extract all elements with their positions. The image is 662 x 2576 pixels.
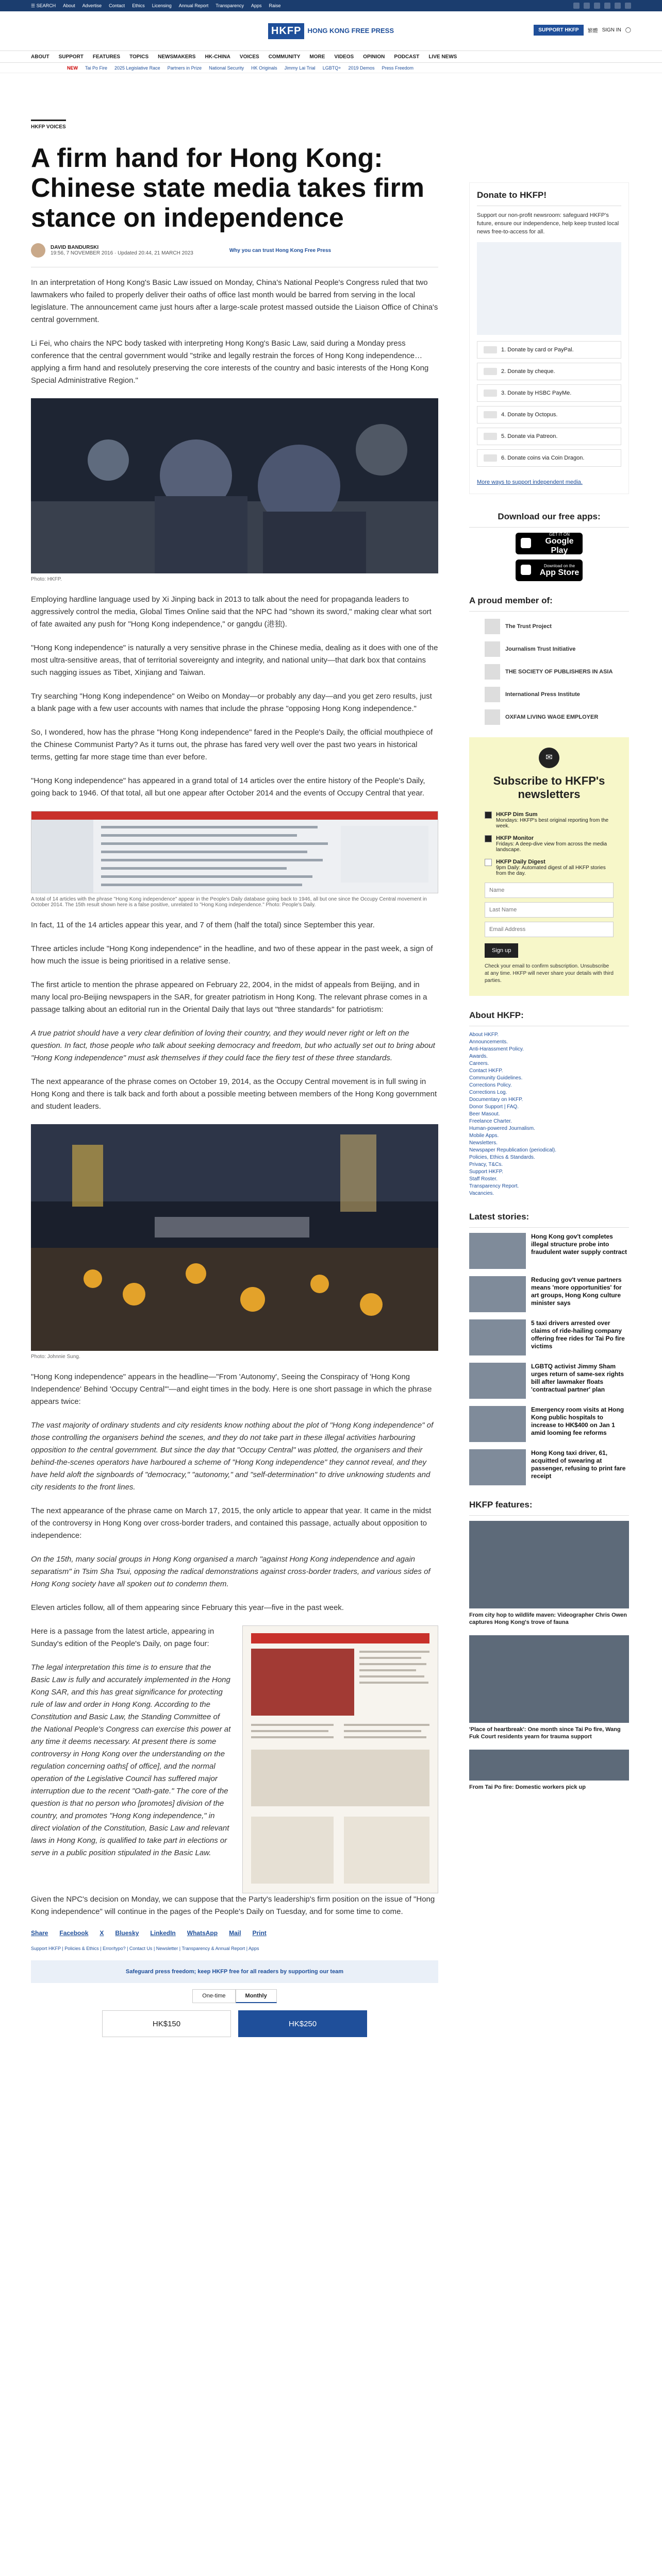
checkbox-unchecked[interactable] <box>485 859 492 866</box>
jti-icon <box>485 641 500 657</box>
donate-option-label: 5. Donate via Patreon. <box>501 433 558 439</box>
sidebar <box>469 73 629 1800</box>
top-link[interactable]: Annual Report <box>178 3 209 8</box>
nav-item[interactable]: SUPPORT <box>58 54 84 60</box>
donate-option[interactable] <box>477 384 621 402</box>
about-title: About HKFP: <box>469 1003 629 1026</box>
nav-item[interactable]: ABOUT <box>31 54 49 60</box>
trending-item[interactable]: Tai Po Fire <box>85 65 108 71</box>
latest-story[interactable] <box>469 1276 629 1312</box>
story-title: Reducing gov't venue partners means 'more opportunities' for art groups, Hong Kong culture minister says <box>531 1276 622 1307</box>
trending-item[interactable]: Press Freedom <box>382 65 414 71</box>
donate-option[interactable] <box>477 406 621 423</box>
signup-button[interactable]: Sign up <box>485 943 518 958</box>
latest-story[interactable] <box>469 1406 629 1442</box>
nav-item[interactable]: PODCAST <box>394 54 420 60</box>
about-link[interactable]: Newsletters. <box>469 1140 498 1146</box>
latest-title: Latest stories: <box>469 1205 629 1228</box>
nav-item[interactable]: MORE <box>309 54 325 60</box>
nav-item[interactable]: NEWSMAKERS <box>158 54 196 60</box>
donate-option[interactable] <box>477 428 621 445</box>
feature-title: From Tai Po fire: Domestic workers pick up <box>469 1784 586 1790</box>
about-link[interactable]: Freelance Charter. <box>469 1118 512 1124</box>
nav-item[interactable]: VOICES <box>239 54 259 60</box>
float-row <box>31 1625 438 1893</box>
about-link[interactable]: Transparency Report. <box>469 1183 519 1189</box>
patreon-icon <box>484 433 497 440</box>
nav-item[interactable]: LIVE NEWS <box>428 54 457 60</box>
paragraph: Employing hardline language used by Xi Jinping back in 2013 to talk about the need for propaganda leaders to aggressively control the media, Global Times Online said that the NPC had "shown its sword," making clear what sort of fate awaited any push for "Hong Kong independence," or gangdu (港独). <box>31 595 432 629</box>
feature-story[interactable] <box>469 1635 629 1740</box>
nav-item[interactable]: FEATURES <box>92 54 121 60</box>
member-logo[interactable] <box>485 709 629 725</box>
badge-big: Google Play <box>545 536 574 555</box>
share-row <box>31 1929 438 1937</box>
amount-option[interactable]: HK$150 <box>102 2010 231 2037</box>
donate-option-label: 1. Donate by card or PayPal. <box>501 347 574 353</box>
cheque-icon <box>484 368 497 375</box>
nav-item[interactable]: VIDEOS <box>334 54 354 60</box>
about-link[interactable]: Human-powered Journalism. <box>469 1126 535 1131</box>
newsletter-note: Check your email to confirm subscription. Unsubscribe at any time. HKFP will never share your details with third parties. <box>485 963 614 984</box>
author-name[interactable]: DAVID BANDURSKI <box>51 245 99 250</box>
top-utility-bar <box>0 0 662 11</box>
story-title: LGBTQ activist Jimmy Sham urges return of same-sex rights bill after lawmaker floats 'contractual partner' plan <box>531 1363 624 1393</box>
trending-item[interactable]: LGBTQ+ <box>322 65 341 71</box>
about-link[interactable]: Mobile Apps. <box>469 1133 499 1139</box>
about-link[interactable]: Vacancies. <box>469 1191 494 1196</box>
police-photo <box>31 398 438 573</box>
apps-box <box>469 504 629 581</box>
newspaper-art <box>243 1626 438 1893</box>
share-print[interactable]: Print <box>252 1929 267 1937</box>
about-link[interactable]: Policies, Ethics & Standards. <box>469 1155 535 1160</box>
about-link[interactable]: Newspaper Republication (periodical). <box>469 1147 556 1153</box>
about-link[interactable]: Beer Masout. <box>469 1111 500 1117</box>
donate-option[interactable] <box>477 363 621 380</box>
blockquote: On the 15th, many social groups in Hong Kong organised a march "against Hong Kong independence and again separatism" in Tsim Sha Tsui, opposing the radical demonstrations against cross-border traders, and various sides of Hong Kong society have all spoken out to condemn them. <box>31 1555 431 1588</box>
about-link[interactable]: Corrections Log. <box>469 1090 507 1095</box>
search-link[interactable]: ☰ SEARCH <box>31 3 56 8</box>
nav-item[interactable]: HK-CHINA <box>205 54 230 60</box>
donation-amounts <box>31 2010 438 2037</box>
youtube-icon[interactable] <box>604 3 610 9</box>
latest-story[interactable] <box>469 1363 629 1399</box>
member-name: The Trust Project <box>505 623 552 630</box>
paragraph: Try searching "Hong Kong independence" on Weibo on Monday—or probably any day—and you get zero results, just a blank page with a few user accounts with names that include the phrase "opposing Hong Kong independence." <box>31 692 432 713</box>
support-banner[interactable]: Safeguard press freedom; keep HKFP free for all readers by supporting our team <box>31 1960 438 1983</box>
about-link[interactable]: Donor Support | FAQ. <box>469 1104 519 1110</box>
about-link[interactable]: Awards. <box>469 1054 488 1059</box>
publish-date: 19:56, 7 NOVEMBER 2016 · Updated 20:44, 21 MARCH 2023 <box>51 250 193 256</box>
badge-small: Download on the <box>543 563 575 568</box>
linkedin-icon[interactable] <box>615 3 621 9</box>
apple-icon <box>521 565 531 575</box>
trending-item[interactable]: HK Originals <box>251 65 277 71</box>
support-hkfp-button[interactable]: SUPPORT HKFP <box>534 25 583 36</box>
checkbox-checked[interactable] <box>485 811 492 819</box>
about-link[interactable]: Staff Roster. <box>469 1176 498 1182</box>
share-x[interactable]: X <box>100 1929 104 1937</box>
newsletter-title: Subscribe to HKFP's newsletters <box>493 774 605 801</box>
logo-mark: HKFP <box>268 23 304 39</box>
blockquote: The vast majority of ordinary students and city residents know nothing about the plot of "Hong Kong independence" of those controlling the organisers behind the scenes, and they do not take part in these illegal activities harbouring opposition to the central government. But since the day that "Occupy Central" was plotted, the organisers and their behind-the-scenes operators have harboured a scheme of "Hong Kong independence" they cannot reveal, and they have held aloft the signboards of "democracy," "autonomy," and "self-determination" to drive unknowing students and city residents to the front lines. <box>31 1421 434 1492</box>
members-title: A proud member of: <box>469 588 629 612</box>
site-logo[interactable] <box>268 23 394 39</box>
ipi-icon <box>485 687 500 702</box>
paragraph: Three articles include "Hong Kong independence" in the headline, and two of these appear in the past week, a sign of how much the issue is being prioritised in a relative sense. <box>31 944 433 965</box>
email-field[interactable] <box>485 922 614 937</box>
rss-icon[interactable] <box>625 3 631 9</box>
feature-story[interactable] <box>469 1521 629 1626</box>
occupy-photo-art <box>31 1124 438 1351</box>
sign-in-link[interactable]: SIGN IN <box>602 27 621 33</box>
frequency-toggle <box>31 1989 438 2003</box>
octopus-icon <box>484 411 497 418</box>
site-header <box>0 11 662 50</box>
member-logo[interactable] <box>485 619 629 634</box>
story-thumbnail <box>469 1363 526 1399</box>
newsletter-option[interactable] <box>485 811 614 829</box>
story-thumbnail <box>469 1319 526 1355</box>
member-logo[interactable] <box>485 687 629 702</box>
donate-more-link[interactable]: More ways to support independent media. <box>477 479 583 485</box>
about-link[interactable]: Community Guidelines. <box>469 1075 523 1081</box>
newsletter-box <box>469 737 629 996</box>
oxfam-icon <box>485 709 500 725</box>
donate-image <box>477 242 621 335</box>
top-link[interactable]: Raise <box>269 3 281 8</box>
member-name: Journalism Trust Initiative <box>505 646 576 652</box>
nl-name: HKFP Daily Digest <box>496 859 545 865</box>
trending-item[interactable]: 2025 Legislative Race <box>114 65 160 71</box>
top-link[interactable]: Ethics <box>132 3 145 8</box>
search-label: SEARCH <box>36 3 56 8</box>
paragraph: Here is a passage from the latest article, appearing in Sunday's edition of the People's Daily, on page four: <box>31 1627 214 1648</box>
about-list <box>469 1031 629 1197</box>
photo-caption: Photo: HKFP. <box>31 577 62 582</box>
feature-thumbnail <box>469 1750 629 1781</box>
donate-text: Support our non-profit newsroom: safeguard HKFP's future, ensure our independence, help keep trusted local news free-to-access for all. <box>477 212 619 235</box>
member-logo[interactable] <box>485 641 629 657</box>
envelope-icon: ✉ <box>539 748 559 768</box>
about-box <box>469 1003 629 1197</box>
nav-item[interactable]: OPINION <box>363 54 385 60</box>
footer-links[interactable]: Support HKFP | Policies & Ethics | Error/typo? | Contact Us | Newsletter | Transparency & Annual Report | Apps <box>31 1946 259 1951</box>
first-name-field[interactable] <box>485 883 614 898</box>
donate-option[interactable] <box>477 341 621 359</box>
trending-item[interactable]: Partners in Prize <box>167 65 202 71</box>
about-link[interactable]: Contact HKFP. <box>469 1068 503 1074</box>
sopa-icon <box>485 664 500 680</box>
main-nav <box>0 50 662 63</box>
donate-option-label: 2. Donate by cheque. <box>501 368 555 375</box>
about-link[interactable]: Privacy, T&Cs. <box>469 1162 503 1167</box>
trending-label: NEW <box>67 65 78 71</box>
latest-box <box>469 1205 629 1485</box>
author-avatar <box>31 243 45 258</box>
donate-title: Donate to HKFP! <box>477 183 621 206</box>
section-label[interactable]: HKFP VOICES <box>31 120 66 130</box>
chart-caption: A total of 14 articles with the phrase "Hong Kong independence" appear in the People's Daily database going back to 1946, all but one since the Occupy Central movement in October 2014. The 15th result shown here is a false positive, unrelated to "Hong Kong independence." Photo: People's Daily. <box>31 896 427 908</box>
story-thumbnail <box>469 1406 526 1442</box>
story-thumbnail <box>469 1449 526 1485</box>
nl-desc: Fridays: A deep-dive view from across the media landscape. <box>496 841 607 853</box>
last-name-field[interactable] <box>485 902 614 918</box>
latest-story[interactable] <box>469 1233 629 1269</box>
monthly-option[interactable]: Monthly <box>236 1989 277 2003</box>
about-link[interactable]: Anti-Harassment Policy. <box>469 1046 524 1052</box>
donate-option-label: 3. Donate by HSBC PayMe. <box>501 390 572 396</box>
paragraph: In an interpretation of Hong Kong's Basic Law issued on Monday, China's National People's Congress ruled that two lawmakers who failed to properly deliver their oaths of office last month would be barred from serving in the local legislature. The announcement came just hours after a large-scale protest massed outside the Liaison Office of China's central government. <box>31 278 438 324</box>
member-name: OXFAM LIVING WAGE EMPLOYER <box>505 714 599 720</box>
members-box <box>469 588 629 725</box>
checkbox-checked[interactable] <box>485 835 492 842</box>
paragraph: "Hong Kong independence" is naturally a very sensitive phrase in the Chinese media, dealing as it does with one of the most ultra-sensitive areas, that of territorial sovereignty and integrity, and national unity—that dark box that contains such nagging issues as Tibet, Xinjiang and Taiwan. <box>31 643 438 677</box>
peoples-daily-results-screenshot <box>31 811 438 893</box>
donate-option[interactable] <box>477 449 621 467</box>
paragraph: In fact, 11 of the 14 articles appear this year, and 7 of them (half the total) since September this year. <box>31 921 375 929</box>
amount-option-selected[interactable]: HK$250 <box>238 2010 367 2037</box>
story-thumbnail <box>469 1276 526 1312</box>
blockquote: A true patriot should have a very clear definition of loving their country, and they would never right or left on the question. In fact, those people who talk about seeking democracy and freedom, but who actually set out to bring about "Hong Kong independence" must ask themselves if they could face the fiery test of these three standards. <box>31 1029 435 1062</box>
story-title: Hong Kong taxi driver, 61, acquitted of swearing at passenger, refusing to print fare receipt <box>531 1449 626 1480</box>
about-link[interactable]: Support HKFP. <box>469 1169 503 1175</box>
newsletter-option[interactable] <box>485 859 614 876</box>
top-link[interactable]: Advertise <box>82 3 102 8</box>
story-title: 5 taxi drivers arrested over claims of ride-hailing company offering free rides for Tai Po fire victims <box>531 1319 625 1350</box>
trust-link[interactable]: Why you can trust Hong Kong Free Press <box>229 247 332 253</box>
paragraph: "Hong Kong independence" appears in the headline—"From 'Autonomy', Seeing the Conspiracy of 'Hong Kong Independence' Behind 'Occupy Central'"—and eight times in the body. Here is one short passage in which the phrase appears twice: <box>31 1372 432 1406</box>
member-name: International Press Institute <box>505 691 580 698</box>
newsletter-option[interactable] <box>485 835 614 853</box>
feature-title: 'Place of heartbreak': One month since Tai Po fire, Wang Fuk Court residents yearn for trauma support <box>469 1726 621 1740</box>
features-box <box>469 1493 629 1791</box>
features-title: HKFP features: <box>469 1493 629 1516</box>
trending-item[interactable]: National Security <box>209 65 244 71</box>
donate-option-label: 6. Donate coins via Coin Dragon. <box>501 455 585 461</box>
logo-text: HONG KONG FREE PRESS <box>307 27 394 35</box>
latest-story[interactable] <box>469 1449 629 1485</box>
paragraph: Eleven articles follow, all of them appearing since February this year—five in the past week. <box>31 1603 344 1612</box>
x-icon[interactable] <box>584 3 590 9</box>
share-facebook[interactable]: Facebook <box>59 1929 89 1937</box>
app-store-badge[interactable] <box>516 560 583 581</box>
nl-desc: Mondays: HKFP's best original reporting from the week. <box>496 818 609 829</box>
story-thumbnail <box>469 1233 526 1269</box>
share-bluesky[interactable]: Bluesky <box>115 1929 139 1937</box>
photo-caption: Photo: Johnnie Sung. <box>31 1354 80 1360</box>
paragraph: The next appearance of the phrase came on March 17, 2015, the only article to appear that year. It came in the midst of the controversy in Hong Kong over cross-border traders, and contained this passage, actually about opposition to independence: <box>31 1506 432 1540</box>
donate-option-label: 4. Donate by Octopus. <box>501 412 558 418</box>
nl-name: HKFP Monitor <box>496 835 534 841</box>
nav-item[interactable]: COMMUNITY <box>268 54 301 60</box>
share-mail[interactable]: Mail <box>229 1929 241 1937</box>
donate-box <box>469 182 629 494</box>
feature-story[interactable] <box>469 1750 629 1791</box>
share-linkedin[interactable]: LinkedIn <box>150 1929 176 1937</box>
byline <box>31 243 438 258</box>
badge-small: GET IT ON <box>549 532 570 537</box>
feature-title: From city hop to wildlife maven: Videographer Chris Owen captures Hong Kong's trove of fauna <box>469 1612 627 1625</box>
top-link[interactable]: Contact <box>109 3 125 8</box>
trending-item[interactable]: 2019 Demos <box>348 65 375 71</box>
newspaper-page-image <box>242 1625 438 1893</box>
google-play-badge[interactable] <box>516 533 583 554</box>
about-link[interactable]: About HKFP. <box>469 1032 499 1038</box>
nl-name: HKFP Dim Sum <box>496 811 538 818</box>
article-body <box>31 277 438 1918</box>
badge-big: App Store <box>539 568 580 577</box>
article-column <box>31 73 438 2037</box>
top-link[interactable]: Apps <box>251 3 262 8</box>
trending-item[interactable]: Jimmy Lai Trial <box>284 65 316 71</box>
about-link[interactable]: Documentary on HKFP. <box>469 1097 523 1103</box>
about-link[interactable]: Corrections Policy. <box>469 1082 512 1088</box>
card-icon <box>484 346 497 353</box>
share-whatsapp[interactable]: WhatsApp <box>187 1929 218 1937</box>
results-list-art <box>31 811 438 893</box>
latest-story[interactable] <box>469 1319 629 1355</box>
member-name: THE SOCIETY OF PUBLISHERS IN ASIA <box>505 669 613 675</box>
about-link[interactable]: Announcements. <box>469 1039 508 1045</box>
blockquote: The legal interpretation this time is to ensure that the Basic Law is fully and accurately implemented in the Hong Kong SAR, and this has great significance for protecting rule of law and order in Hong Kong. According to the Constitution and Basic Law, the Standing Committee of the National People's Congress can exercise this power at any time it deems necessary. At present there is some controversy in Hong Kong over the understanding on the regulation concerning oaths[ of office], and the normal operation of the Legislative Council has suffered major interruption due to the recent "Oath-gate." The core of the question is that no person who [promotes] division of the country, and promotes "Hong Kong independence," in direct violation of the Constitution, Basic Law and relevant laws in Hong Kong, is qualified to take part in elections or serve in a public position stipulated in the Basic Law. <box>31 1663 231 1857</box>
trust-project-icon <box>485 619 500 634</box>
feature-thumbnail <box>469 1521 629 1608</box>
paragraph: Given the NPC's decision on Monday, we can suppose that the Party's leadership's firm position on the issue of "Hong Kong independence" will continue in the pages of the People's Daily on Tuesday, and for some time to come. <box>31 1895 435 1916</box>
police-photo-art <box>31 398 438 573</box>
article-title: A firm hand for Hong Kong: Chinese state media takes firm stance on independence <box>31 143 424 233</box>
member-logo[interactable] <box>485 664 629 680</box>
story-title: Emergency room visits at Hong Kong public hospitals to increase to HK$400 on Jan 1 amid looming fee reforms <box>531 1406 624 1436</box>
one-time-option[interactable]: One-time <box>192 1989 235 2003</box>
feature-thumbnail <box>469 1635 629 1723</box>
payme-icon <box>484 389 497 397</box>
paragraph: Li Fei, who chairs the NPC body tasked with interpreting Hong Kong's Basic Law, said during a Monday press conference that the central government would "strike and legally restrain the forces of Hong Kong independence… applying a firm hand and resolutely preserving the core interests of the country and basic interests of the Hong Kong Special Administrative Region." <box>31 339 429 385</box>
story-title: Hong Kong gov't completes illegal structure probe into fraudulent water supply contract <box>531 1233 627 1256</box>
float-text <box>31 1625 232 1893</box>
play-icon <box>521 538 531 548</box>
top-link[interactable]: About <box>63 3 75 8</box>
user-icon[interactable]: ◯ <box>625 27 631 33</box>
language-switch[interactable]: 繁體 <box>587 28 598 34</box>
occupy-central-photo <box>31 1124 438 1351</box>
paragraph: The next appearance of the phrase comes on October 19, 2014, as the Occupy Central movement is in full swing in Hong Kong and there is talk back and forth about a possible meeting between members of the Hong Kong government and student leaders. <box>31 1077 437 1111</box>
paragraph: The first article to mention the phrase appeared on February 22, 2004, in the midst of appeals from Beijing, and in many local pro-Beijing newspapers in the SAR, for greater patriotism in Hong Kong. The relevant phrase comes in a passage talking about an editorial run in the Oriental Daily that lays out "three standards" for patriotism: <box>31 980 427 1014</box>
share-label: Share <box>31 1929 48 1937</box>
paragraph: "Hong Kong independence" has appeared in a grand total of 14 articles over the entire history of the People's Daily, going back to 1946. Of that total, all but one appear after October 2014 and the events of Occupy Central that year. <box>31 776 425 798</box>
apps-title: Download our free apps: <box>469 504 629 528</box>
about-link[interactable]: Careers. <box>469 1061 489 1066</box>
social-icons <box>573 3 631 9</box>
top-link[interactable]: Licensing <box>152 3 172 8</box>
instagram-icon[interactable] <box>594 3 600 9</box>
nl-desc: 9pm Daily: Automated digest of all HKFP stories from the day. <box>496 865 606 876</box>
paragraph: So, I wondered, how has the phrase "Hong Kong independence" fared in the People's Daily, the official mouthpiece of the Chinese Communist Party? As it turns out, the phrase has fared very well over the past two years in historical terms, getting far more stage time than ever before. <box>31 728 433 761</box>
coin-icon <box>484 454 497 462</box>
facebook-icon[interactable] <box>573 3 580 9</box>
trending-bar <box>0 63 662 73</box>
nav-item[interactable]: TOPICS <box>129 54 149 60</box>
top-link[interactable]: Transparency <box>216 3 244 8</box>
